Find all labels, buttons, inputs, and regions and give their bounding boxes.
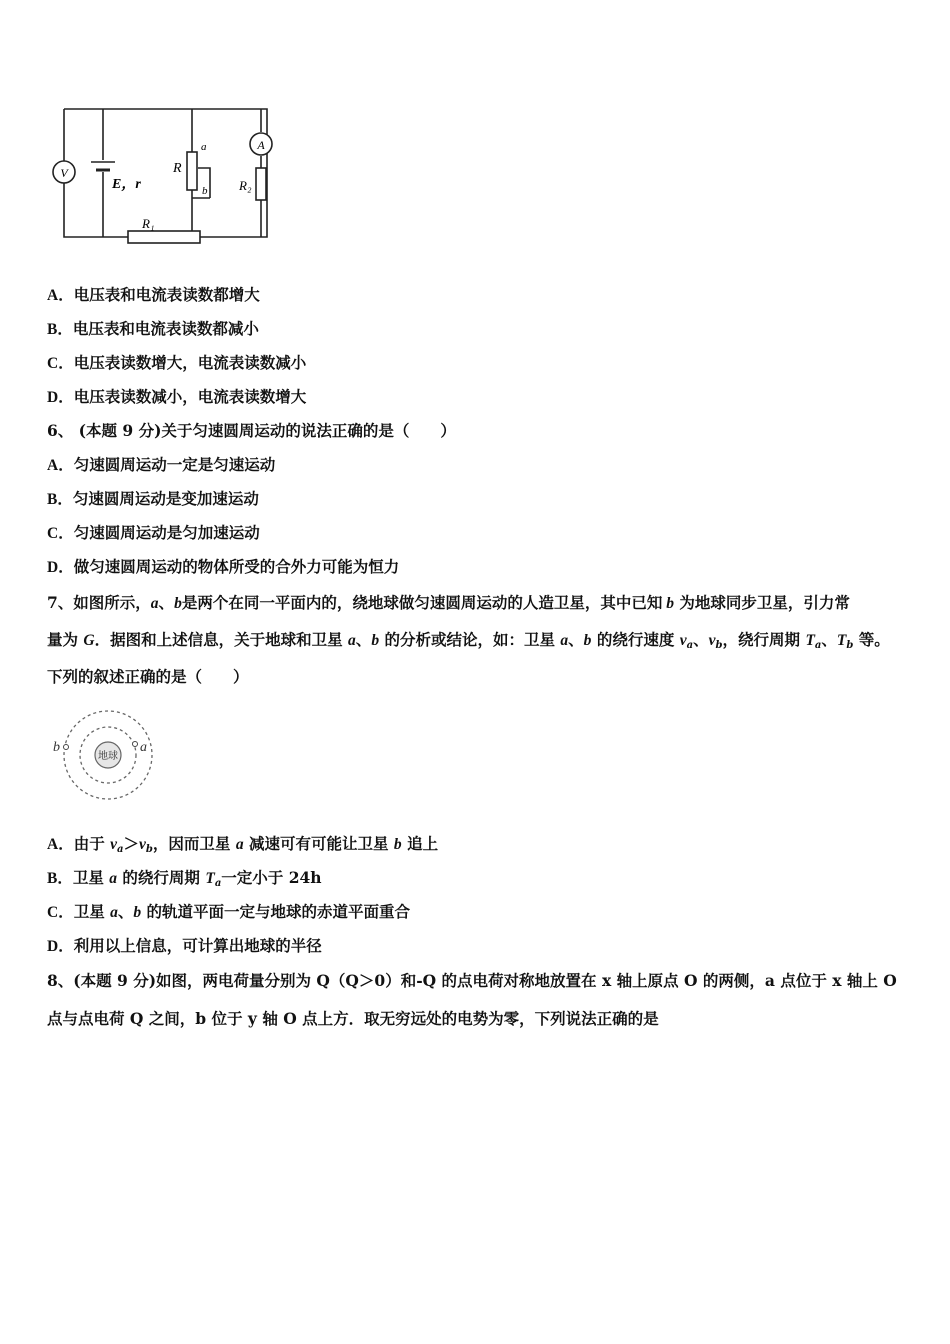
satellite-a-label: a [140, 740, 147, 755]
q6-option-b: B．匀速圆周运动是变加速运动 [47, 489, 259, 508]
ammeter-label: A [257, 138, 265, 152]
source-label: E，r [112, 177, 141, 192]
q7-option-a: A．由于 $v_a>v_b$，因而卫星 a 减速可有可能让卫星 b 追上 [47, 834, 439, 855]
circuit-diagram [45, 100, 285, 252]
satellite-a-icon [133, 742, 138, 747]
r2-label: R₂ [239, 178, 252, 193]
orbit-diagram [48, 705, 160, 805]
earth-label: 地球 [98, 751, 118, 762]
q7-stem-line1: 7、如图所示，a、b是两个在同一平面内的，绕地球做匀速圆周运动的人造卫星，其中已知 b 为地球同步卫星，引力常 [47, 593, 850, 612]
q5-option-c: C．电压表读数增大，电流表读数减小 [47, 353, 307, 372]
q7-option-b: B．卫星 a 的绕行周期 $T_a$一定小于 24h [47, 868, 322, 889]
q8-stem-line1: 8、(本题 9 分)如图，两电荷量分别为 Q（Q＞0）和-Q 的点电荷对称地放置在 x 轴上原点 O 的两侧，a 点位于 x 轴上 O [47, 971, 897, 990]
q6-option-d: D．做匀速圆周运动的物体所受的合外力可能为恒力 [47, 557, 400, 576]
q5-option-a: A．电压表和电流表读数都增大 [47, 285, 260, 304]
q6-option-a: A．匀速圆周运动一定是匀速运动 [47, 455, 276, 474]
q7-stem-line2: 量为 G．据图和上述信息，关于地球和卫星 a、b 的分析或结论，如：卫星 a、b 的绕行速度 $v_a$、$v_b$，绕行周期 $T_a$、$T_b$ 等。 [47, 630, 890, 651]
slider-a-label: a [201, 141, 207, 153]
q5-option-b: B．电压表和电流表读数都减小 [47, 319, 259, 338]
satellite-b-icon [64, 745, 69, 750]
rheostat-label: R [173, 161, 182, 176]
slider-b-label: b [202, 185, 208, 197]
r1-label: R₁ [142, 216, 155, 231]
q8-stem-line2: 点与点电荷 Q 之间，b 位于 y 轴 O 点上方．取无穷远处的电势为零，下列说法正确的是 [47, 1009, 659, 1028]
q7-option-d: D．利用以上信息，可计算出地球的半径 [47, 936, 322, 955]
q7-stem-line3: 下列的叙述正确的是（ ） [47, 667, 249, 686]
q6-stem: 6、 (本题 9 分)关于匀速圆周运动的说法正确的是（ ） [47, 421, 456, 440]
satellite-b-label: b [53, 740, 60, 755]
q6-option-c: C．匀速圆周运动是匀加速运动 [47, 523, 260, 542]
voltmeter-label: V [60, 166, 68, 180]
q5-option-d: D．电压表读数减小，电流表读数增大 [47, 387, 307, 406]
q7-option-c: C．卫星 a、b 的轨道平面一定与地球的赤道平面重合 [47, 902, 411, 921]
